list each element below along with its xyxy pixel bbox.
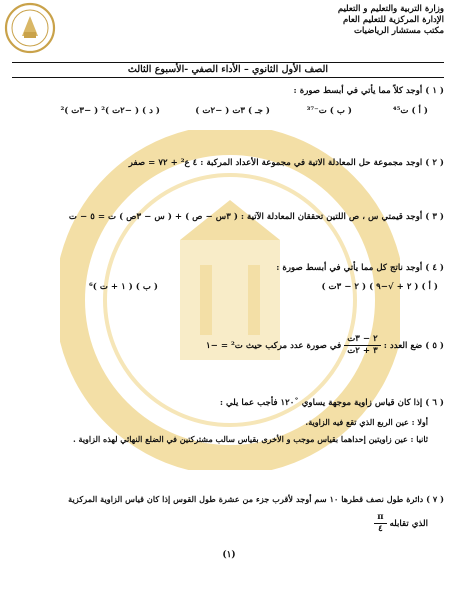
q5-denominator: ٣ + ٢ت <box>347 346 378 356</box>
question-3: ( ٣ ) أوجد قيمتي س ، ص اللتين تحققان المعادلة الآتية : ( ٣س − ص ) + ( س − ٣ص ) ت = ٥ − ت <box>68 212 444 222</box>
q7-line-2 <box>374 512 428 535</box>
q5-prefix: ( ٥ ) ضع العدد : <box>383 341 444 351</box>
question-7: ( ٧ ) دائرة طول نصف قطرها ١٠ سم أوجد لأقرب جزء من عشرة طول القوس إذا كان قياس الزاوية المركزية <box>68 494 444 504</box>
question-2: ( ٢ ) اوجد مجموعة حل المعادلة الاتية في مجموعة الأعداد المركبة : ٤ ع² + ٧٢ = صفر <box>128 158 444 168</box>
ministry-line-2: الإدارة المركزية للتعليم العام <box>342 15 444 25</box>
page-number: (١) <box>222 550 236 560</box>
q4-option-a: ( أ ) ( ٢ + √−٩ ) ( ٢ − ٣ت ) <box>321 282 438 292</box>
ministry-line-1: وزارة التربية والتعليم و التعليم <box>337 4 444 14</box>
question-1: ( ١ ) أوجد كلاً مما يأتي في أبسط صورة : <box>293 86 444 96</box>
q1-option-a: ( أ ) ت⁴⁵ <box>392 106 428 116</box>
q7-numerator: π <box>374 512 386 524</box>
ministry-logo-icon <box>4 2 56 54</box>
question-5 <box>206 334 444 357</box>
q4-option-b: ( ب ) ( ١ + ت )⁶ <box>89 282 158 292</box>
q5-numerator: ٢ − ٣ت <box>344 334 381 346</box>
q5-fraction <box>344 334 381 357</box>
q1-option-b: ( ب ) ت⁻³⁷ <box>306 106 352 116</box>
q6-part-2: ثانيا : عين زاويتين إحداهما بقياس موجب و الأخرى بقياس سالب مشتركتين في الضلع النهائي لهذه الزاوية . <box>72 434 428 444</box>
q1-option-c: ( جـ ) ٣ت ( −٢ت ) <box>195 106 270 116</box>
q1-option-d: ( د ) ( −٢ت )² ( −٣ت )² <box>60 106 160 116</box>
q6-part-1: أولا : عين الربع الذي تقع فيه الزاوية. <box>305 417 428 427</box>
q7-line-2-text: الذي تقابله <box>389 519 428 529</box>
question-6: ( ٦ ) إذا كان قياس زاوية موجهة يساوي ˚١٢٠ فأجب عما يلي : <box>219 398 444 408</box>
q5-suffix: في صورة عدد مركب حيث ت² = −١ <box>206 341 342 351</box>
q7-fraction <box>374 512 386 535</box>
ministry-block <box>338 4 444 37</box>
page-title: الصف الأول الثانوي – الأداء الصفي -الأسبوع الثالث <box>12 62 444 78</box>
q7-denominator: ٤ <box>378 524 383 534</box>
question-4: ( ٤ ) أوجد ناتج كل مما يأتي في أبسط صورة : <box>276 263 444 273</box>
ministry-line-3: مكتب مستشار الرياضيات <box>353 26 444 36</box>
